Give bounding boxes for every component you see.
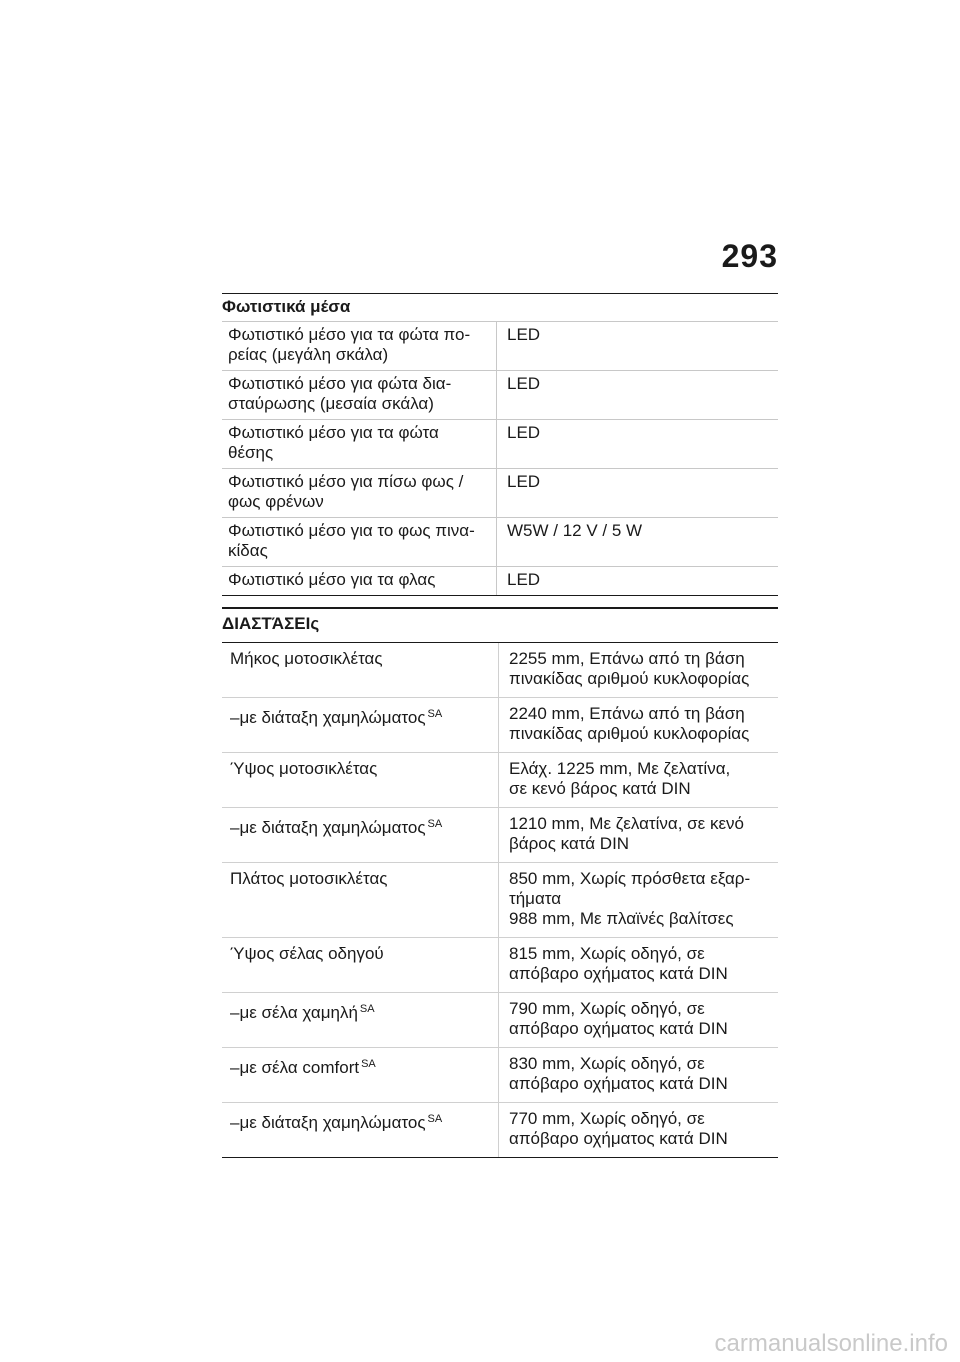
table-row bbox=[222, 642, 778, 697]
table-row bbox=[222, 862, 778, 937]
table-row bbox=[222, 937, 778, 992]
row-label-line: Φωτιστικό μέσο για τα φώτα πο- bbox=[228, 325, 471, 344]
table-row bbox=[222, 321, 778, 370]
row-label-line: Φωτιστικό μέσο για φώτα δια- bbox=[228, 374, 452, 393]
row-value bbox=[499, 1048, 778, 1102]
row-value-line: σε κενό βάρος κατά DIN bbox=[509, 779, 691, 798]
row-value-line: 1210 mm, Με ζελατίνα, σε κενό bbox=[509, 814, 745, 833]
row-label-text: –με σέλα comfort bbox=[230, 1058, 360, 1077]
row-label-line: ρείας (μεγάλη σκάλα) bbox=[228, 345, 389, 364]
row-value bbox=[497, 518, 778, 566]
row-value bbox=[499, 808, 778, 862]
row-label bbox=[222, 863, 499, 937]
row-label bbox=[222, 469, 497, 517]
row-label bbox=[222, 1103, 499, 1157]
row-value-line: τήματα bbox=[509, 889, 562, 908]
row-value-line: πινακίδας αριθμού κυκλοφορίας bbox=[509, 669, 750, 688]
row-value bbox=[497, 567, 778, 595]
row-value bbox=[499, 698, 778, 752]
row-value-line: W5W / 12 V / 5 W bbox=[507, 521, 643, 540]
table-row bbox=[222, 752, 778, 807]
row-label-line: Φωτιστικό μέσο για τα φώτα bbox=[228, 423, 439, 442]
row-label bbox=[222, 698, 499, 752]
row-value-line: 830 mm, Χωρίς οδηγό, σε bbox=[509, 1054, 705, 1073]
row-value-line: LED bbox=[507, 325, 541, 344]
row-label-text: –με διάταξη χαμηλώματος bbox=[230, 708, 426, 727]
row-value-line: απόβαρο οχήματος κατά DIN bbox=[509, 964, 728, 983]
row-label bbox=[222, 808, 499, 862]
row-value-line: LED bbox=[507, 472, 541, 491]
lamps-table bbox=[222, 321, 778, 596]
table-row bbox=[222, 1047, 778, 1102]
row-value bbox=[497, 371, 778, 419]
row-label-line: Φωτιστικό μέσο για τα φλας bbox=[228, 570, 436, 589]
table-row bbox=[222, 992, 778, 1047]
row-label-text: –με διάταξη χαμηλώματος bbox=[230, 1113, 426, 1132]
row-value-line: 2255 mm, Επάνω από τη βάση bbox=[509, 649, 745, 668]
table-row bbox=[222, 807, 778, 862]
row-value-line: απόβαρο οχήματος κατά DIN bbox=[509, 1019, 728, 1038]
sa-badge: SA bbox=[427, 818, 443, 830]
sa-badge: SA bbox=[359, 1003, 375, 1015]
row-value bbox=[499, 753, 778, 807]
row-label bbox=[222, 420, 497, 468]
row-value bbox=[497, 420, 778, 468]
lamps-section bbox=[222, 293, 778, 596]
dimensions-title: ΔΙΑΣΤΆΣΕΙς bbox=[222, 607, 778, 642]
lamps-title: Φωτιστικά μέσα bbox=[222, 293, 778, 321]
row-label-text: Ύψος μοτοσικλέτας bbox=[230, 759, 378, 778]
row-label bbox=[222, 1048, 499, 1102]
row-label-line: φως φρένων bbox=[228, 492, 324, 511]
row-label-line: Φωτιστικό μέσο για το φως πινα- bbox=[228, 521, 475, 540]
row-label bbox=[222, 518, 497, 566]
sa-badge: SA bbox=[427, 708, 443, 720]
table-row bbox=[222, 697, 778, 752]
row-value-line: 790 mm, Χωρίς οδηγό, σε bbox=[509, 999, 705, 1018]
row-label bbox=[222, 753, 499, 807]
row-value-line: 815 mm, Χωρίς οδηγό, σε bbox=[509, 944, 705, 963]
table-row bbox=[222, 566, 778, 596]
table-row bbox=[222, 468, 778, 517]
table-row bbox=[222, 517, 778, 566]
row-label bbox=[222, 371, 497, 419]
table-row bbox=[222, 1102, 778, 1158]
dimensions-section bbox=[222, 607, 778, 1158]
row-value bbox=[497, 322, 778, 370]
row-value-line: βάρος κατά DIN bbox=[509, 834, 630, 853]
row-label-line: θέσης bbox=[228, 443, 274, 462]
row-value-line: πινακίδας αριθμού κυκλοφορίας bbox=[509, 724, 750, 743]
row-value-line: Ελάχ. 1225 mm, Με ζελατίνα, bbox=[509, 759, 731, 778]
row-label-text: –με σέλα χαμηλή bbox=[230, 1003, 358, 1022]
row-label bbox=[222, 938, 499, 992]
row-label-text: Μήκος μοτοσικλέτας bbox=[230, 649, 383, 668]
row-value bbox=[499, 1103, 778, 1157]
dimensions-table bbox=[222, 642, 778, 1158]
row-label bbox=[222, 643, 499, 697]
row-value bbox=[499, 863, 778, 937]
row-label-text: –με διάταξη χαμηλώματος bbox=[230, 818, 426, 837]
row-label-line: Φωτιστικό μέσο για πίσω φως / bbox=[228, 472, 464, 491]
row-value-line: 2240 mm, Επάνω από τη βάση bbox=[509, 704, 745, 723]
row-value-line: 850 mm, Χωρίς πρόσθετα εξαρ- bbox=[509, 869, 751, 888]
row-value bbox=[497, 469, 778, 517]
row-label-text: Πλάτος μοτοσικλέτας bbox=[230, 869, 388, 888]
row-label-line: κίδας bbox=[228, 541, 268, 560]
row-value-line: LED bbox=[507, 374, 541, 393]
table-row bbox=[222, 419, 778, 468]
watermark: carmanualsonline.info bbox=[714, 1330, 948, 1357]
row-label bbox=[222, 567, 497, 595]
row-label bbox=[222, 322, 497, 370]
row-label bbox=[222, 993, 499, 1047]
row-value-line: LED bbox=[507, 423, 541, 442]
row-value-line: 770 mm, Χωρίς οδηγό, σε bbox=[509, 1109, 705, 1128]
row-value-line: απόβαρο οχήματος κατά DIN bbox=[509, 1074, 728, 1093]
row-value bbox=[499, 993, 778, 1047]
page-number: 293 bbox=[721, 238, 778, 274]
row-value bbox=[499, 643, 778, 697]
row-value-line: απόβαρο οχήματος κατά DIN bbox=[509, 1129, 728, 1148]
row-value-line: LED bbox=[507, 570, 541, 589]
row-label-text: Ύψος σέλας οδηγού bbox=[230, 944, 384, 963]
row-value bbox=[499, 938, 778, 992]
table-row bbox=[222, 370, 778, 419]
row-label-line: σταύρωσης (μεσαία σκάλα) bbox=[228, 394, 434, 413]
sa-badge: SA bbox=[361, 1058, 376, 1070]
row-value-line: 988 mm, Με πλαϊνές βαλίτσες bbox=[509, 909, 734, 928]
sa-badge: SA bbox=[427, 1113, 443, 1125]
